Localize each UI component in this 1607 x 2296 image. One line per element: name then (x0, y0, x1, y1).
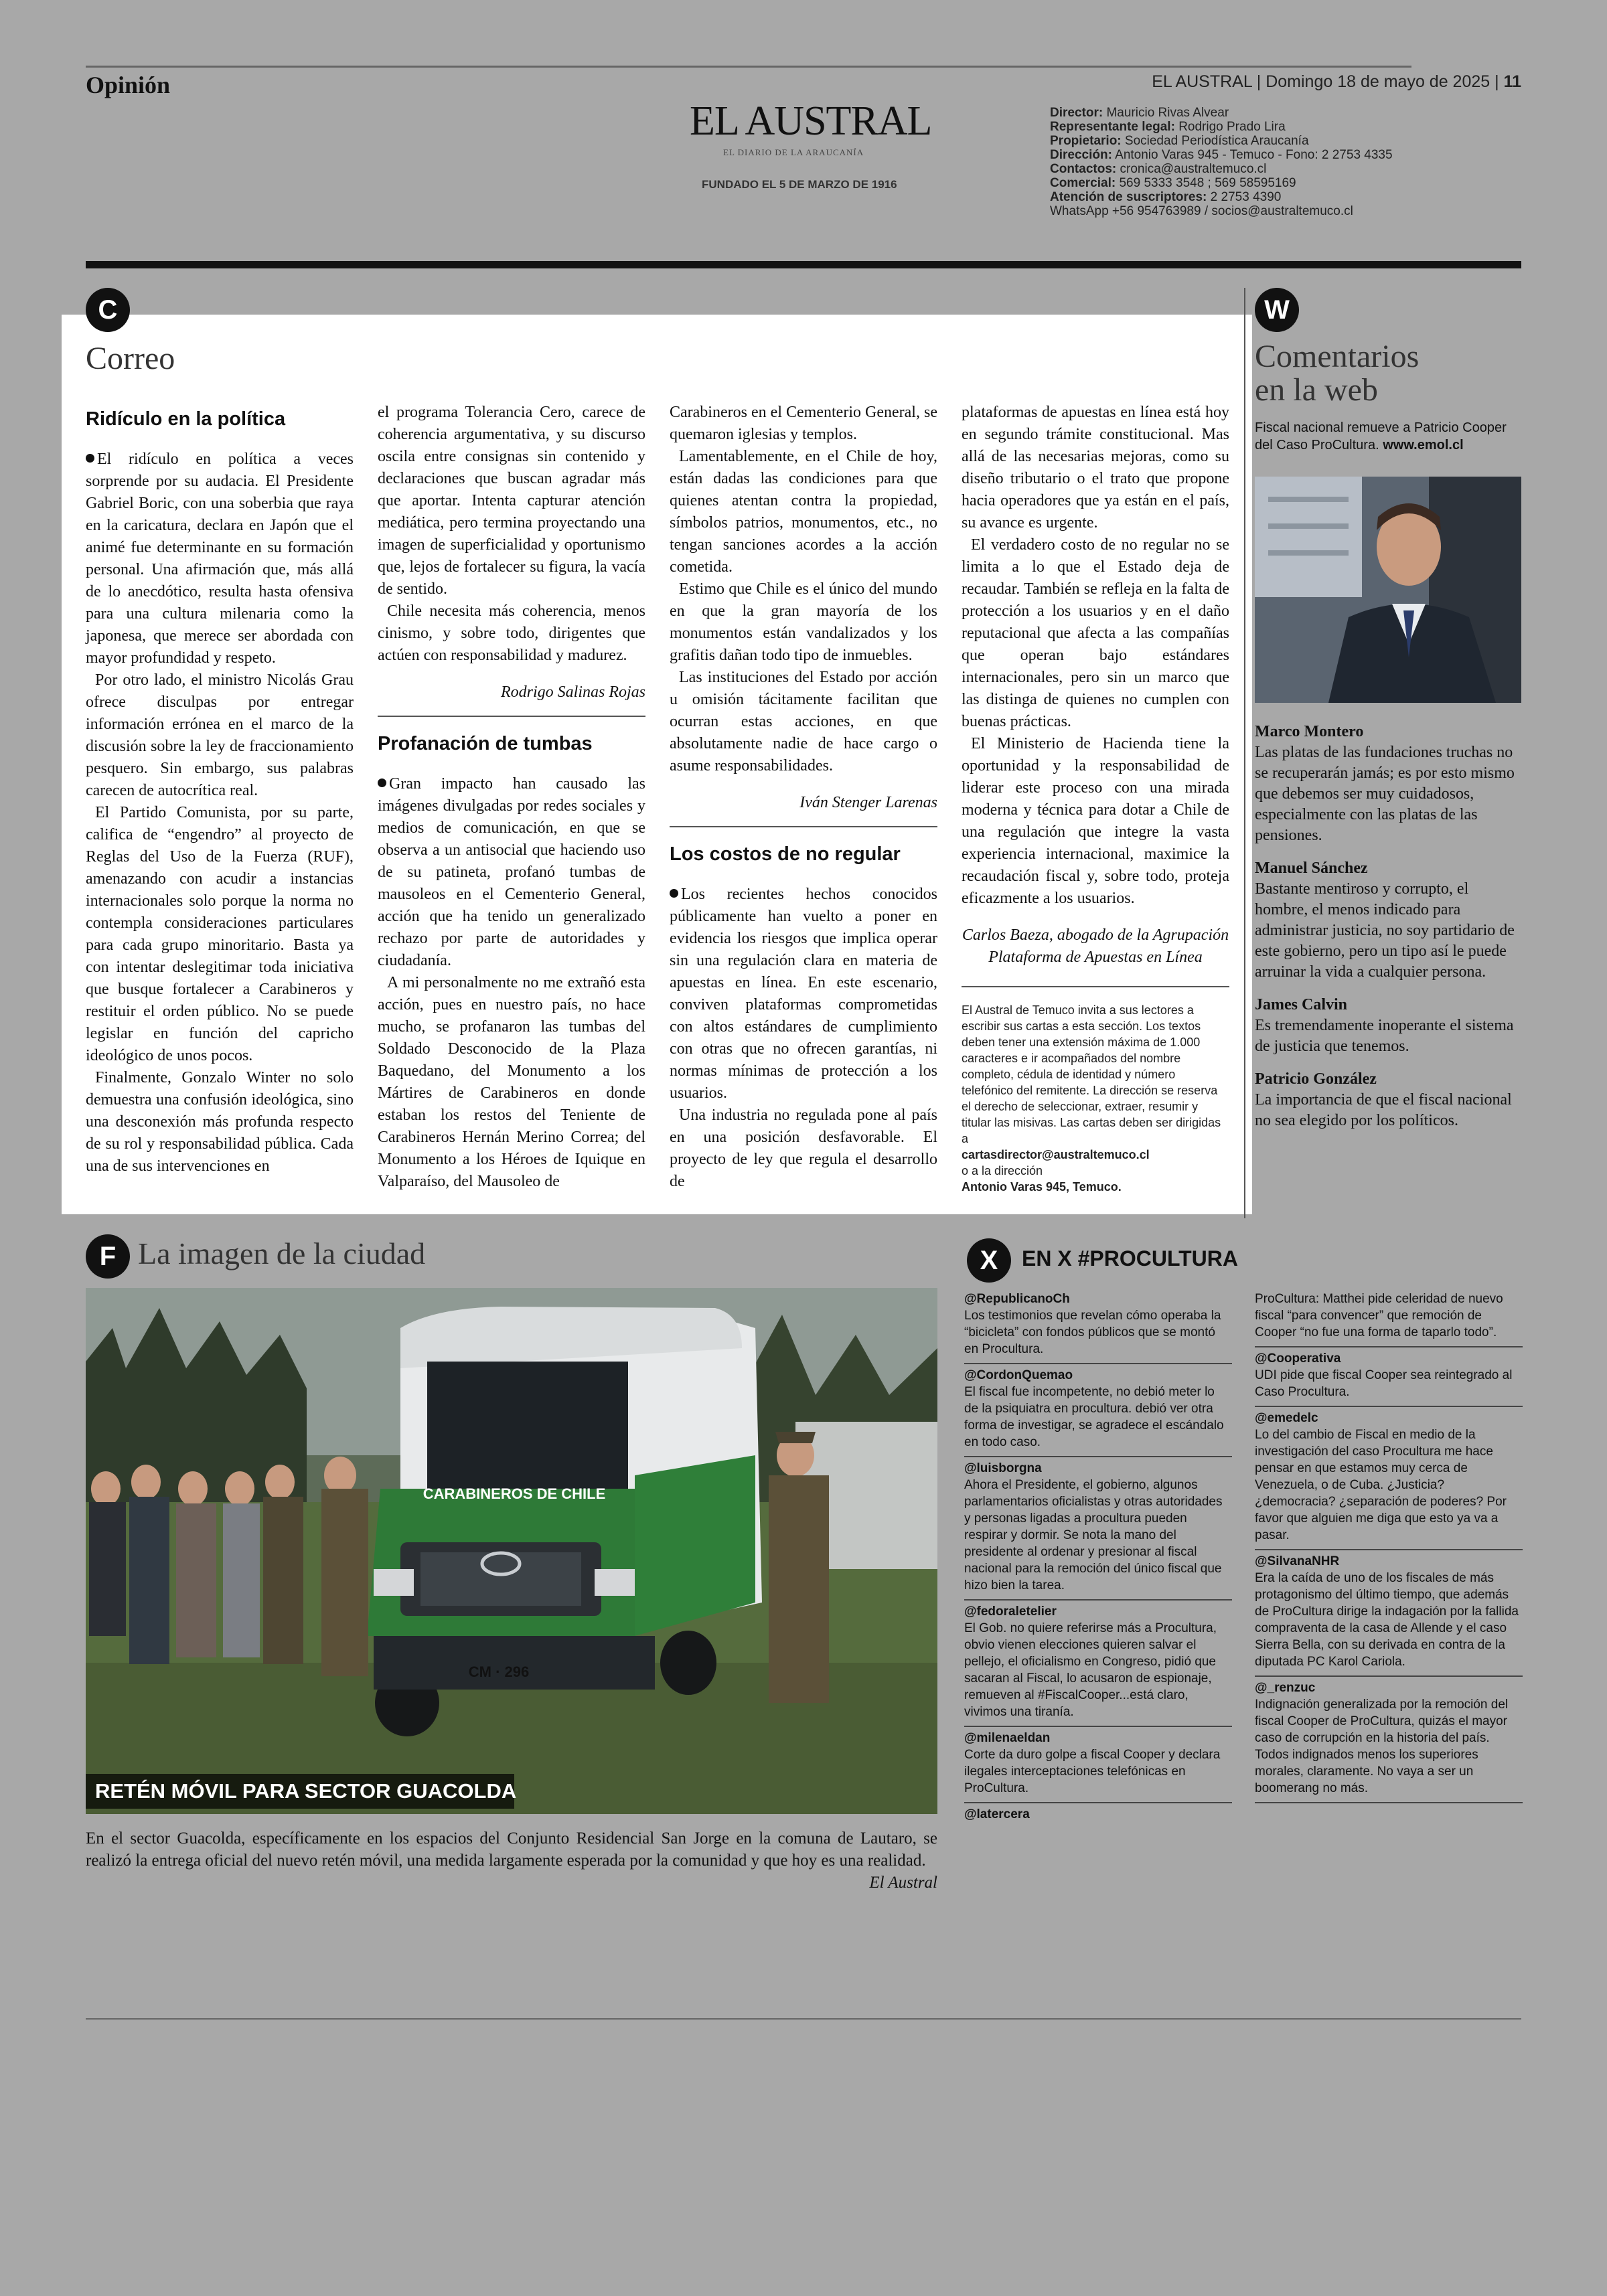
masthead-info-row (1050, 106, 1411, 120)
x-post (1255, 1677, 1523, 1803)
web-caption-text: Fiscal nacional remueve a Patricio Cooper del Caso ProCultura. (1255, 420, 1507, 453)
masthead-info-value: WhatsApp +56 954763989 / socios@australtemuco.cl (1050, 204, 1353, 218)
x-post (964, 1457, 1232, 1601)
x-post (1255, 1407, 1523, 1550)
masthead-info-label: Contactos: (1050, 162, 1117, 176)
web-badge: W (1255, 288, 1299, 332)
correo-column-4 (962, 402, 1229, 1195)
x-post-text: Ahora el Presidente, el gobierno, algunos parlamentarios oficialistas y otras autoridades y personas ligadas a procultura pueden respirar y dormir. Se nota la mano del presidente al ordenar y presionar al fiscal nacional para la remoción del único fiscal que hizo bien la tarea. (964, 1478, 1223, 1592)
x-post-handle[interactable]: @_renzuc (1255, 1681, 1316, 1695)
web-comment-author: Manuel Sánchez (1255, 859, 1368, 877)
x-post-handle[interactable]: @luisborgna (964, 1461, 1042, 1475)
x-title: EN X #PROCULTURA (1022, 1246, 1238, 1270)
van-label: CARABINEROS DE CHILE (423, 1485, 606, 1502)
web-comment-text: Es tremendamente inoperante el sistema de justicia que tenemos. (1255, 1017, 1514, 1055)
letter-headline: Ridículo en la política (86, 408, 286, 430)
x-post-text: UDI pide que fiscal Cooper sea reintegrado al Caso Procultura. (1255, 1368, 1513, 1399)
x-post-handle[interactable]: @latercera (964, 1807, 1030, 1821)
web-comment-author: Marco Montero (1255, 723, 1364, 740)
letter-paragraph: Chile necesita más coherencia, menos cinismo, y sobre todo, dirigentes que actúen con responsabilidad y madurez. (378, 602, 645, 664)
divider (962, 986, 1229, 987)
web-comment-author: Patricio González (1255, 1070, 1377, 1088)
ciudad-photo (86, 1288, 937, 1814)
top-rule (86, 66, 1411, 68)
section-label: Opinión (86, 72, 171, 98)
letter-paragraph: El Ministerio de Hacienda tiene la oportunidad y la responsabilidad de liderar este proceso con una mirada moderna y técnica para dotar a Chile de una regulación que integre la vasta experiencia internacional, maximice la recaudación fiscal y, sobre todo, proteja eficazmente a los usuarios. (962, 735, 1229, 907)
x-post (964, 1803, 1232, 1828)
letter-paragraph: Las instituciones del Estado por acción u omisión tácitamente facilitan que ocurran estas acciones, en que absolutamente nadie de hace cargo o asume responsabilidades. (670, 669, 937, 774)
letters-note-line2: o a la dirección (962, 1164, 1043, 1177)
masthead-info-row (1050, 162, 1411, 176)
masthead-info (1050, 106, 1411, 218)
web-comment-text: La importancia de que el fiscal nacional no sea elegido por los políticos. (1255, 1091, 1512, 1129)
divider (378, 716, 645, 717)
x-post-text: ProCultura: Matthei pide celeridad de nuevo fiscal “para convencer” que remoción de Cooper “no fue una forma de taparlo todo”. (1255, 1292, 1503, 1339)
letters-note-text: El Austral de Temuco invita a sus lectores a escribir sus cartas a esta sección. Los textos deben tener una extensión máxima de 1.000 caracteres e ir acompañados del nombre completo, cédula de identidad y número telefónico del remitente. La dirección se reserva el derecho de seleccionar, extraer, resumir y titular las misivas. Las cartas deben ser dirigidas a (962, 1003, 1221, 1145)
web-comment (1255, 858, 1523, 983)
x-post-text: El Gob. no quiere referirse más a Procultura, obvio vienen elecciones quieren salvar el pellejo, el oficialismo en Congreso, pidió que sacaran al Fiscal, lo acusaron de espionaje, remueven al #FiscalCooper...está claro, vivimos una tiranía. (964, 1621, 1217, 1719)
web-title-line1: Comentarios (1255, 339, 1420, 374)
correo-column-2 (378, 402, 645, 1193)
masthead-founded: FUNDADO EL 5 DE MARZO DE 1916 (702, 178, 897, 191)
masthead-info-label: Dirección: (1050, 148, 1112, 162)
masthead-info-value: Sociedad Periodística Araucanía (1124, 134, 1309, 148)
masthead-subtitle: EL DIARIO DE LA ARAUCANÍA (723, 147, 864, 157)
letter-signature: Iván Stenger Larenas (799, 794, 937, 811)
web-comment-text: Las platas de las fundaciones truchas no se recuperarán jamás; es por esto mismo que debemos ser muy cuidadosos, especialmente con las platas de las pensiones. (1255, 744, 1515, 844)
x-post (964, 1601, 1232, 1727)
masthead-info-value: 2 2753 4390 (1210, 190, 1282, 204)
x-post (964, 1727, 1232, 1803)
masthead-info-row (1050, 134, 1411, 148)
letter-paragraph: El Partido Comunista, por su parte, califica de “engendro” al proyecto de Reglas del Uso de la Fuerza (RUF), amenazando con acudir a instancias internacionales solo porque la norma no contempla consideraciones particulares para cada grupo minoritario. Basta ya con intentar deslegitimar toda iniciativa que busque fortalecer a Carabineros y restituir el orden público. No se puede legislar en función del capricho ideológico de unos pocos. (86, 804, 354, 1064)
web-vertical-rule (1244, 288, 1245, 1218)
paper-date-text: EL AUSTRAL | Domingo 18 de mayo de 2025 | (1152, 72, 1499, 91)
x-post (1255, 1288, 1523, 1347)
web-comments (1255, 710, 1523, 1131)
correo-title: Correo (86, 341, 175, 376)
x-post-handle[interactable]: @emedelc (1255, 1411, 1318, 1425)
x-column-1 (964, 1288, 1232, 1828)
web-caption (1255, 419, 1523, 454)
van-shape (367, 1307, 762, 1736)
letter-paragraph: Finalmente, Gonzalo Winter no solo demuestra una confusión ideológica, sino una desconexión más profunda respecto de su rol y responsabilidad pública. Cada una de sus intervenciones en (86, 1069, 354, 1175)
page-number: 11 (1503, 72, 1521, 91)
header-thick-rule (86, 261, 1521, 268)
masthead-info-row (1050, 204, 1411, 218)
divider (670, 826, 937, 827)
x-post (1255, 1550, 1523, 1677)
masthead-info-value: Mauricio Rivas Alvear (1106, 106, 1229, 120)
web-comment (1255, 995, 1523, 1057)
correo-column-3 (670, 402, 937, 1193)
x-post-text: Lo del cambio de Fiscal en medio de la investigación del caso Procultura me hace pensar en que estamos muy cerca de Venezuela, o de Cuba. ¿Justicia? ¿democracia? ¿separación de poderes? Por favor que alguien me diga que esto ya va a pasar. (1255, 1428, 1507, 1542)
letter-paragraph: Estimo que Chile es el único del mundo en que la gran mayoría de los monumentos están vandalizados y los grafitis dañan todo tipo de inmuebles. (670, 580, 937, 664)
masthead-info-label: Atención de suscriptores: (1050, 190, 1207, 204)
letter-paragraph: El ridículo en política a veces sorprende por su audacia. El Presidente Gabriel Boric, con una soberbia que raya en la caricatura, declara en Japón que el animé fue determinante en su formación personal. Una afirmación que, más allá de lo anecdótico, resulta hasta ofensiva para una cultura milenaria como la japonesa, que merece ser abordada con mayor profundidad y respeto. (86, 448, 354, 669)
correo-badge: C (86, 288, 130, 332)
correo-column-1 (86, 398, 354, 1177)
letter-paragraph: Por otro lado, el ministro Nicolás Grau ofrece disculpas por entregar información errónea en el marco de la discusión sobre la ley de fraccionamiento pesquero. Sin embargo, sus palabras carecen de autocrítica real. (86, 671, 354, 799)
ciudad-caption (86, 1827, 937, 1894)
letters-email[interactable]: cartasdirector@australtemuco.cl (962, 1148, 1150, 1161)
x-post-handle[interactable]: @RepublicanoCh (964, 1292, 1070, 1306)
web-comment (1255, 1069, 1523, 1131)
letter-headline: Profanación de tumbas (378, 733, 593, 754)
masthead-logo: EL AUSTRAL (690, 98, 932, 144)
x-post (964, 1288, 1232, 1364)
masthead-info-label: Comercial: (1050, 176, 1116, 190)
letter-signature: Carlos Baeza, abogado de la Agrupación Plataforma de Apuestas en Línea (962, 926, 1229, 966)
ciudad-badge: F (86, 1234, 130, 1279)
paper-date (1152, 72, 1521, 92)
letter-paragraph: Lamentablemente, en el Chile de hoy, están dadas las condiciones para que quienes atentan contra la propiedad, símbolos patrios, monumentos, etc., no tengan sanciones acordes a la acción cometida. (670, 448, 937, 576)
ciudad-caption-text: En el sector Guacolda, específicamente en los espacios del Conjunto Residencial San Jorge en la comuna de Lautaro, se realizó la entrega oficial del nuevo retén móvil, una medida largamente esperada por la comunidad y que hoy es una realidad. (86, 1829, 937, 1870)
x-post-handle[interactable]: @CordonQuemao (964, 1368, 1073, 1382)
letter-paragraph: El verdadero costo de no regular no se limita a lo que el Estado deja de recaudar. También se refleja en la falta de protección a los usuarios y en el daño reputacional que afecta a las compañías que operan bajo estándares internacionales, pero sin un marco que las distinga de quienes no cumplen con buenas prácticas. (962, 536, 1229, 730)
web-caption-source[interactable]: www.emol.cl (1383, 438, 1464, 453)
masthead-info-row (1050, 190, 1411, 204)
masthead-info-value: Antonio Varas 945 - Temuco - Fono: 2 2753 4335 (1115, 148, 1393, 162)
ciudad-credit: El Austral (869, 1874, 937, 1892)
masthead-info-value: cronica@australtemuco.cl (1120, 162, 1267, 176)
fiscal-portrait-image (1255, 477, 1521, 703)
letter-paragraph: Carabineros en el Cementerio General, se quemaron iglesias y templos. (670, 404, 937, 443)
x-post-handle[interactable]: @SilvanaNHR (1255, 1554, 1340, 1568)
masthead-info-label: Director: (1050, 106, 1103, 120)
masthead-info-label: Propietario: (1050, 134, 1122, 148)
letter-paragraph: Gran impacto han causado las imágenes divulgadas por redes sociales y medios de comunicación, en que se observa a un antisocial que haciendo uso de su patineta, profanó tumbas de mausoleos en el Cementerio General, acción que ha tenido un generalizado rechazo por parte de autoridades y ciudadanía. (378, 773, 645, 972)
letters-address: Antonio Varas 945, Temuco. (962, 1180, 1122, 1194)
web-title (1255, 340, 1419, 407)
masthead-info-row (1050, 120, 1411, 134)
x-post-handle[interactable]: @fedoraletelier (964, 1605, 1057, 1619)
letter-signature: Rodrigo Salinas Rojas (500, 683, 645, 701)
letter-paragraph: el programa Tolerancia Cero, carece de coherencia argumentativa, y su discurso oscila entre consignas sin contenido y declaraciones que buscan agradar más que aportar. Intenta capturar atención mediática, pero termina proyectando una imagen de superficialidad y oportunismo que, lejos de fortalecer su figura, la vacía de sentido. (378, 404, 645, 598)
ciudad-title: La imagen de la ciudad (138, 1236, 426, 1270)
x-post-handle[interactable]: @Cooperativa (1255, 1351, 1341, 1366)
x-post-text: Corte da duro golpe a fiscal Cooper y declara ilegales interceptaciones telefónicas en ProCultura. (964, 1748, 1221, 1795)
masthead-info-value: Rodrigo Prado Lira (1178, 120, 1286, 134)
web-comment-text: Bastante mentiroso y corrupto, el hombre, el menos indicado para administrar justicia, no soy partidario de este gobierno, pero un tipo así le puede arruinar la vida a cualquier persona. (1255, 880, 1515, 981)
web-photo (1255, 477, 1521, 703)
web-comment (1255, 722, 1523, 846)
photo-label: RETÉN MÓVIL PARA SECTOR GUACOLDA (95, 1779, 517, 1803)
reten-movil-photo (86, 1288, 937, 1814)
letter-paragraph: plataformas de apuestas en línea está hoy en segundo trámite constitucional. Mas allá de las necesarias mejoras, como su diseño tributario o el trato que propone hacia operadores que ya están en el país, su avance es urgente. (962, 404, 1229, 531)
masthead-info-row (1050, 148, 1411, 162)
letters-note (962, 1002, 1229, 1195)
letter-paragraph: Los recientes hechos conocidos públicamente han vuelto a poner en evidencia los riesgos que implica operar sin una regulación clara en materia de apuestas en línea. En este escenario, conviven plataformas comprometidas con altos estándares de cumplimiento con otras que no ofrecen garantías, ni normas mínimas de protección a los usuarios. (670, 884, 937, 1104)
x-post-text: Era la caída de uno de los fiscales de más protagonismo del último tiempo, que además de ProCultura dirige la indagación por la fallida compraventa de la casa de Allende y el caso Sierra Bella, con su derivada en contra de la diputada PC Karol Cariola. (1255, 1571, 1519, 1669)
letter-paragraph: Una industria no regulada pone al país en una posición desfavorable. El proyecto de ley que regula el desarrollo de (670, 1106, 937, 1190)
x-badge: X (967, 1238, 1011, 1283)
x-post-handle[interactable]: @milenaeldan (964, 1731, 1051, 1745)
x-column-2 (1255, 1288, 1523, 1803)
x-post-text: Indignación generalizada por la remoción del fiscal Cooper de ProCultura, quizás el mayor caso de corrupción en la historia del país. Todos indignados menos los superiores morales, claramente. No vaya a ser un boomerang no más. (1255, 1698, 1509, 1795)
x-post (1255, 1347, 1523, 1407)
web-title-line2: en la web (1255, 372, 1378, 408)
x-post-text: Los testimonios que revelan cómo operaba la “bicicleta” con fondos públicos que se montó en Procultura. (964, 1309, 1221, 1356)
x-post (964, 1364, 1232, 1457)
masthead-info-row (1050, 176, 1411, 190)
web-comment-author: James Calvin (1255, 996, 1347, 1013)
van-plate: CM · 296 (468, 1663, 530, 1680)
masthead-info-label: Representante legal: (1050, 120, 1175, 134)
bottom-rule (86, 2018, 1521, 2020)
x-post-text: El fiscal fue incompetente, no debió meter lo de la psiquiatra en procultura. debió ver otra forma de investigar, se agradece el escándalo en todo caso. (964, 1385, 1224, 1449)
masthead-info-value: 569 5333 3548 ; 569 58595169 (1119, 176, 1296, 190)
letter-headline: Los costos de no regular (670, 843, 901, 865)
letter-paragraph: A mi personalmente no me extrañó esta acción, pues en nuestro país, no hace mucho, se profanaron las tumbas del Soldado Desconocido de la Plaza Baquedano, del Monumento a los Mártires de Carabineros en donde estaban los restos del Teniente de Carabineros Hernán Merino Correa; del Monumento a los Héroes de Iquique en Valparaíso, del Mausoleo de (378, 974, 645, 1190)
